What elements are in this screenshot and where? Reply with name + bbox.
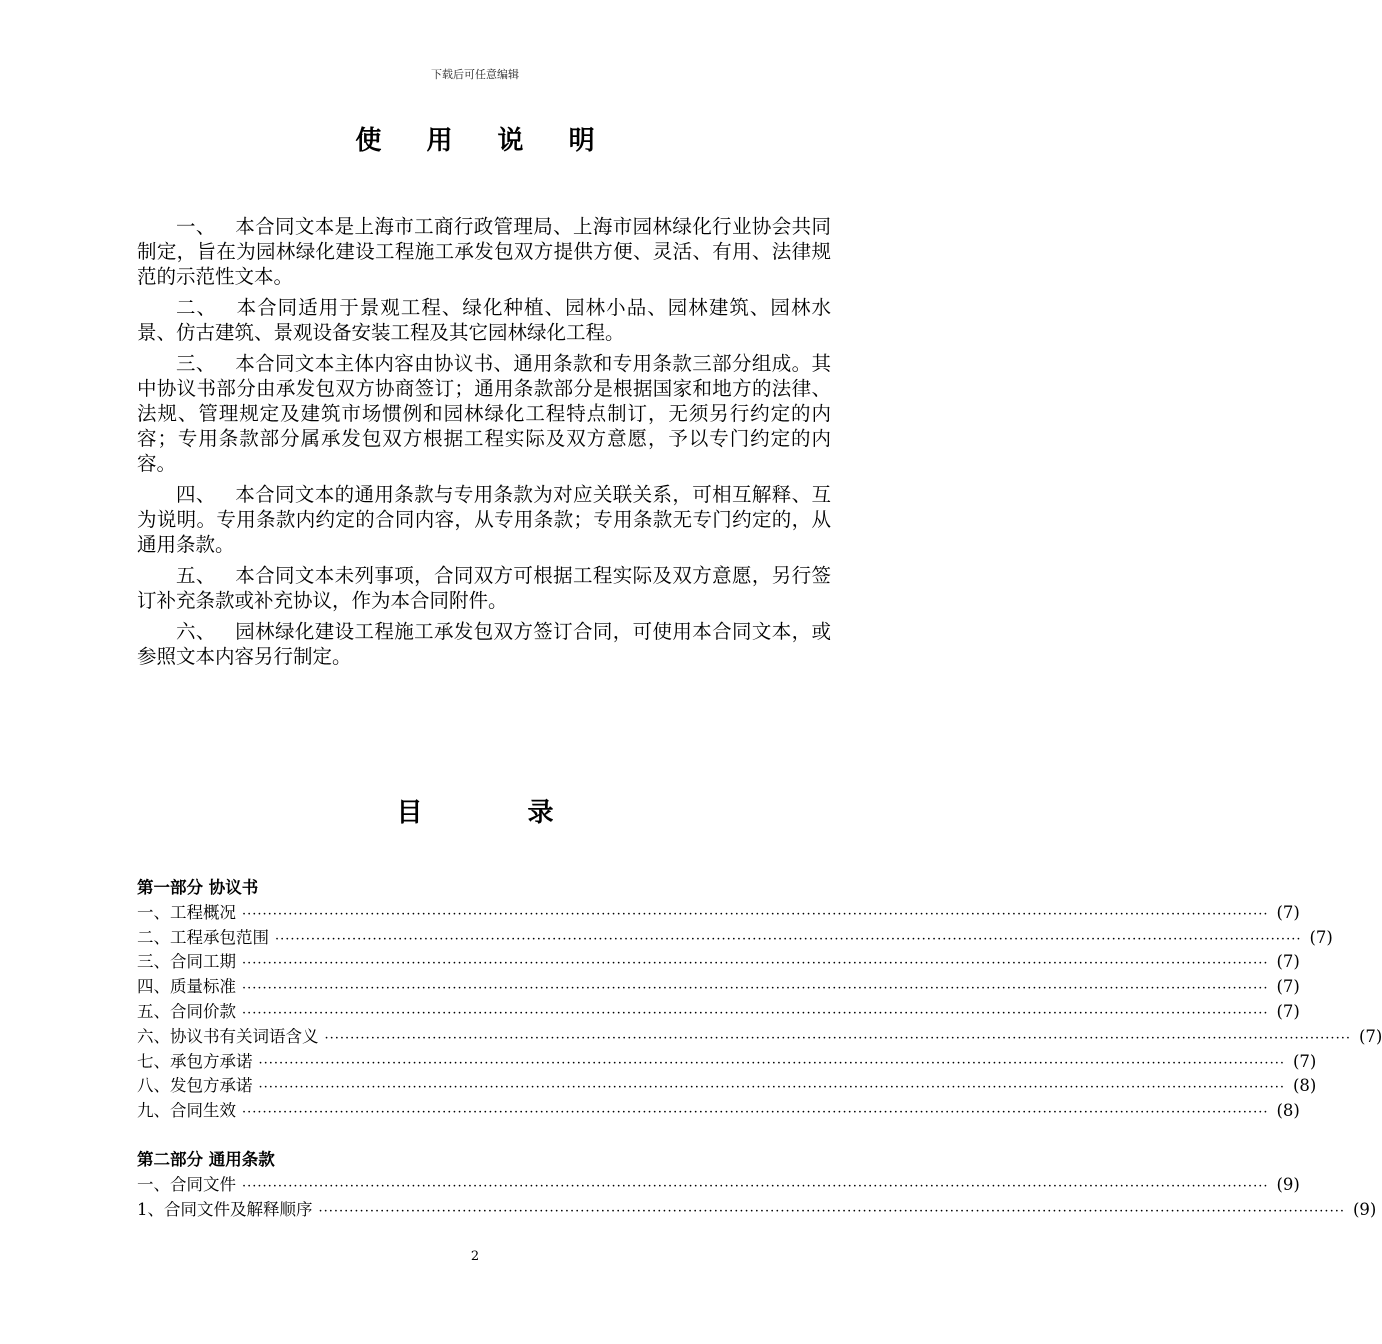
toc-leader-dots: ········································································································································································································ <box>318 1203 1345 1219</box>
toc-entry-label: 八、发包方承诺 <box>137 1076 253 1096</box>
toc-leader-dots: ········································································································································································································ <box>275 931 1302 947</box>
usage-instructions <box>137 214 831 675</box>
toc-entry-label: 六、协议书有关词语含义 <box>137 1026 319 1046</box>
toc-entry-label: 九、合同生效 <box>137 1101 236 1121</box>
page-title: 使 用 说 明 <box>355 126 613 156</box>
instruction-paragraph <box>137 295 831 345</box>
toc-entry-page: (9) <box>1352 1199 1377 1219</box>
toc-entry[interactable] <box>137 1198 1377 1223</box>
toc-entry-page: (7) <box>1276 902 1300 922</box>
toc-entry-label: 三、合同工期 <box>137 952 236 972</box>
paragraph-number: 一、 <box>176 215 216 238</box>
paragraph-text: 本合同适用于景观工程、绿化种植、园林小品、园林建筑、园林水景、仿古建筑、景观设备安装工程及其它园林绿化工程。 <box>137 296 831 344</box>
toc-entry[interactable] <box>137 975 1300 1000</box>
toc-section-heading: 第一部分 协议书 <box>137 878 259 897</box>
toc-entry-page: (7) <box>1276 977 1300 997</box>
toc-entry-page: (7) <box>1358 1026 1382 1046</box>
toc-leader-dots: ········································································································································································································ <box>242 1005 1269 1021</box>
toc-section-part-two <box>137 1148 1377 1222</box>
toc-section-part-one <box>137 876 1382 1124</box>
toc-entry-label: 一、工程概况 <box>137 902 236 922</box>
toc-title: 目 录 <box>396 798 602 828</box>
toc-entry-label: 1、合同文件及解释顺序 <box>137 1199 313 1219</box>
toc-entry-label: 四、质量标准 <box>137 977 236 997</box>
toc-entry-page: (8) <box>1276 1101 1300 1121</box>
toc-leader-dots: ········································································································································································································ <box>258 1055 1285 1071</box>
toc-leader-dots: ········································································································································································································ <box>324 1030 1351 1046</box>
toc-entry-label: 二、工程承包范围 <box>137 927 269 947</box>
toc-entry[interactable] <box>137 1074 1317 1099</box>
paragraph-number: 五、 <box>176 564 216 587</box>
instruction-paragraph <box>137 482 831 557</box>
paragraph-number: 四、 <box>176 483 216 506</box>
toc-entry-page: (9) <box>1276 1174 1300 1194</box>
toc-entry[interactable] <box>137 1099 1300 1124</box>
toc-entry[interactable] <box>137 1050 1317 1075</box>
page-number: 2 <box>470 1249 480 1264</box>
toc-entry-page: (7) <box>1276 1001 1300 1021</box>
toc-leader-dots: ········································································································································································································ <box>242 956 1269 972</box>
paragraph-text: 本合同文本是上海市工商行政管理局、上海市园林绿化行业协会共同制定，旨在为园林绿化建设工程施工承发包双方提供方便、灵活、有用、法律规范的示范性文本。 <box>137 215 831 288</box>
toc-entry[interactable] <box>137 1025 1382 1050</box>
toc-entry-page: (7) <box>1309 927 1333 947</box>
paragraph-text: 本合同文本的通用条款与专用条款为对应关联关系，可相互解释、互为说明。专用条款内约定的合同内容，从专用条款；专用条款无专门约定的，从通用条款。 <box>137 483 831 556</box>
paragraph-text: 园林绿化建设工程施工承发包双方签订合同，可使用本合同文本，或参照文本内容另行制定。 <box>137 620 831 668</box>
toc-entry-page: (7) <box>1276 952 1300 972</box>
toc-section-heading: 第二部分 通用条款 <box>137 1149 275 1169</box>
toc-entry[interactable] <box>137 1173 1300 1198</box>
table-of-contents <box>137 876 1382 1246</box>
toc-leader-dots: ········································································································································································································ <box>242 906 1269 922</box>
paragraph-text: 本合同文本主体内容由协议书、通用条款和专用条款三部分组成。其中协议书部分由承发包双方协商签订；通用条款部分是根据国家和地方的法律、法规、管理规定及建筑市场惯例和园林绿化工程特点制订，无须另行约定的内容；专用条款部分属承发包双方根据工程实际及双方意愿，予以专门约定的内容。 <box>137 352 831 475</box>
toc-entry-label: 五、合同价款 <box>137 1001 236 1021</box>
toc-leader-dots: ········································································································································································································ <box>242 1105 1269 1121</box>
toc-entry[interactable] <box>137 926 1333 951</box>
paragraph-number: 二、 <box>176 296 218 319</box>
toc-entry[interactable] <box>137 1000 1300 1025</box>
paragraph-text: 本合同文本未列事项，合同双方可根据工程实际及双方意愿，另行签订补充条款或补充协议，作为本合同附件。 <box>137 564 831 612</box>
instruction-paragraph <box>137 351 831 476</box>
toc-entry-page: (7) <box>1292 1051 1317 1071</box>
toc-entry-label: 七、承包方承诺 <box>137 1051 253 1071</box>
toc-leader-dots: ········································································································································································································ <box>242 981 1269 997</box>
toc-leader-dots: ········································································································································································································ <box>242 1178 1269 1194</box>
toc-entry-page: (8) <box>1292 1076 1317 1096</box>
instruction-paragraph <box>137 563 831 613</box>
instruction-paragraph <box>137 214 831 289</box>
toc-entry[interactable] <box>137 950 1300 975</box>
header-note: 下载后可任意编辑 <box>431 68 519 81</box>
paragraph-number: 三、 <box>176 352 216 375</box>
toc-entry-label: 一、合同文件 <box>137 1174 236 1194</box>
toc-leader-dots: ········································································································································································································ <box>258 1080 1285 1096</box>
instruction-paragraph <box>137 619 831 669</box>
paragraph-number: 六、 <box>176 620 216 643</box>
toc-entry[interactable] <box>137 901 1300 926</box>
